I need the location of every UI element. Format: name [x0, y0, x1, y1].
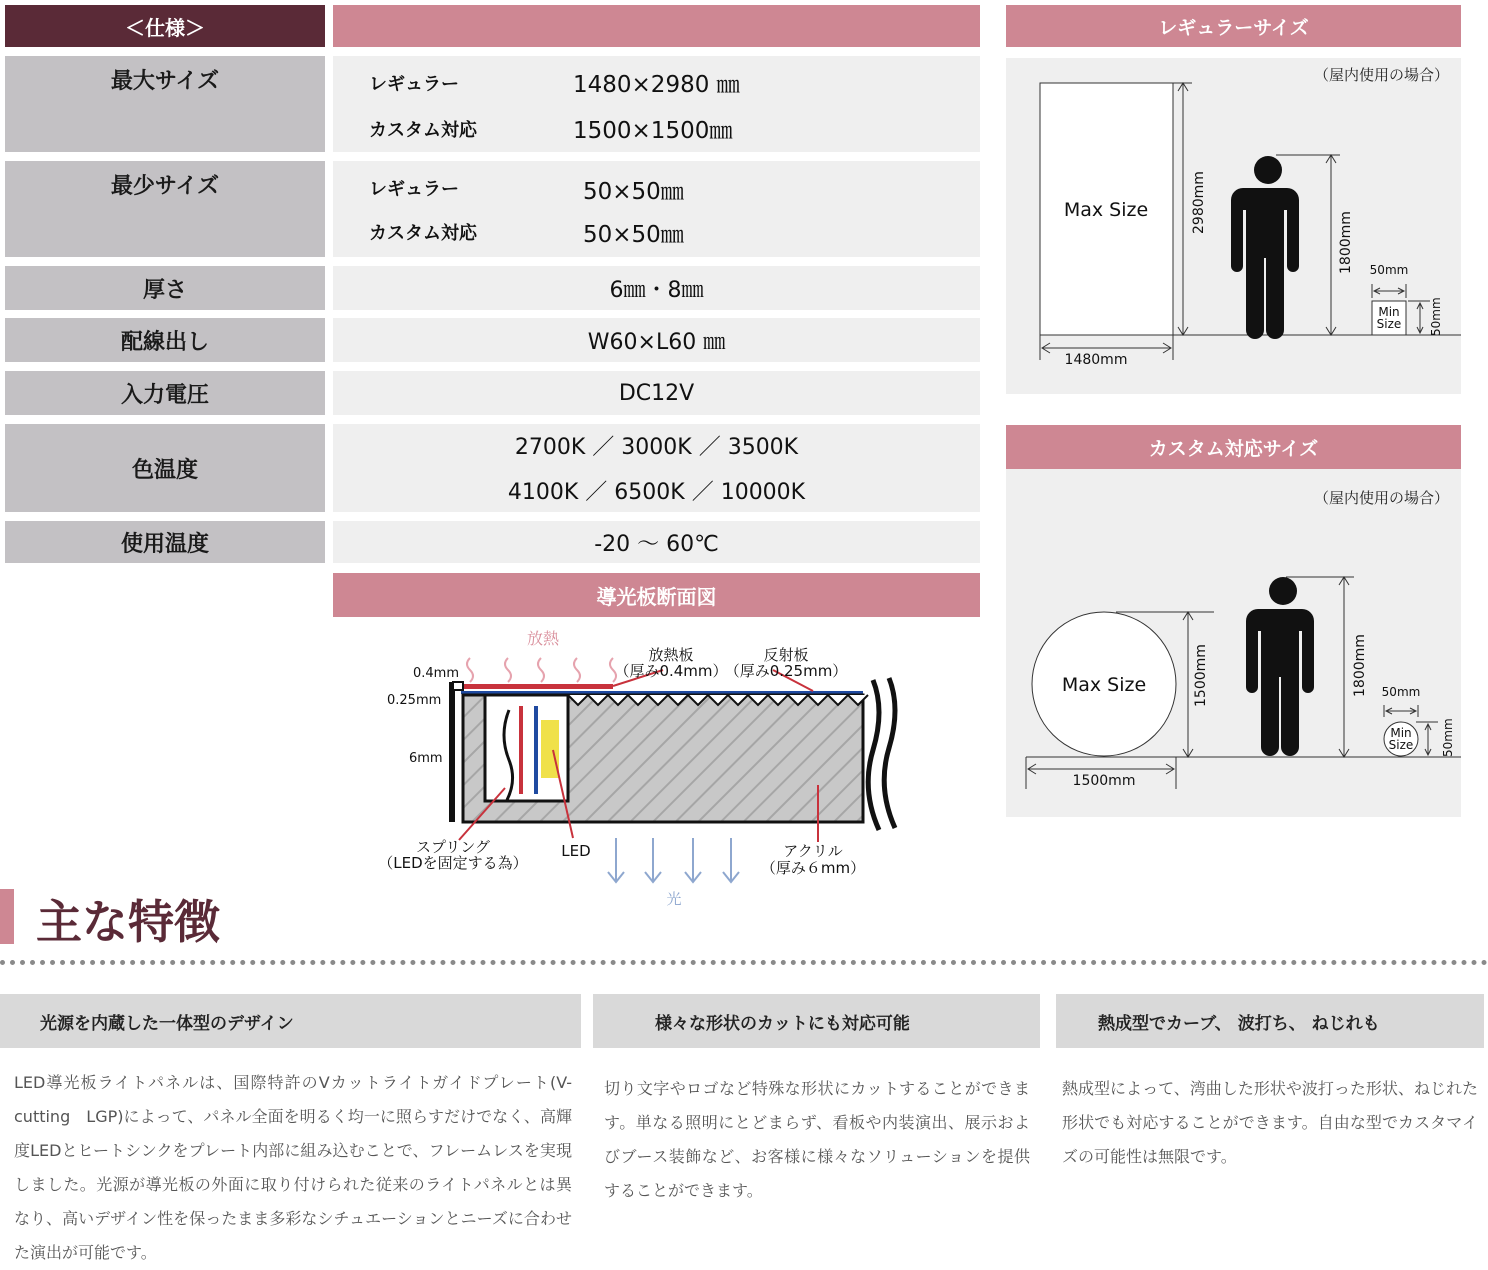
- max-custom-value: 1500×1500㎜: [573, 118, 733, 144]
- features-title: 主な特徴: [36, 895, 220, 949]
- regular-min-l1: Min: [1378, 305, 1400, 319]
- feature-heading-3: 熱成型でカーブ、 波打ち、 ねじれも: [1056, 994, 1484, 1048]
- regular-note: （屋内使用の場合）: [1313, 66, 1449, 84]
- regular-human-height: 1800mm: [1338, 211, 1354, 274]
- custom-note: （屋内使用の場合）: [1313, 489, 1449, 507]
- min-regular-value: 50×50㎜: [583, 179, 684, 205]
- acrylic-thickness: （厚み６mm）: [760, 859, 866, 877]
- light-label: 光: [666, 890, 682, 908]
- acrylic-label: アクリル: [783, 842, 843, 860]
- heat-label: 放熱: [526, 629, 560, 648]
- custom-size-panel: [1006, 469, 1461, 817]
- label-operating-temp: 使用温度: [5, 521, 325, 563]
- label-max-size: 最大サイズ: [5, 56, 325, 152]
- thickness-6: 6mm: [409, 751, 443, 766]
- regular-size-title: レギュラーサイズ: [1006, 5, 1461, 47]
- color-temp-line2: 4100K ／ 6500K ／ 10000K: [507, 480, 806, 505]
- heatsink-plate: [461, 684, 613, 689]
- custom-min-h: 50mm: [1441, 718, 1455, 757]
- reflector-label: 反射板: [763, 646, 809, 664]
- label-wiring: 配線出し: [5, 318, 325, 362]
- max-regular-label: レギュラー: [369, 74, 459, 95]
- regular-min-h: 50mm: [1429, 297, 1443, 336]
- feature-body-2: 切り文字やロゴなど特殊な形状にカットすることができます。単なる照明にとどまらず、看板や内装演出、展示およびブース装飾など、お客様に様々なソリューションを提供することができます。: [604, 1079, 1030, 1200]
- features-accent-bar: [0, 889, 14, 944]
- max-regular-value: 1480×2980 ㎜: [573, 72, 740, 98]
- cross-section-title: 導光板断面図: [333, 573, 980, 617]
- min-custom-label: カスタム対応: [369, 223, 477, 244]
- regular-height: 2980mm: [1191, 171, 1207, 234]
- value-voltage: DC12V: [333, 371, 980, 415]
- heatsink-thickness: （厚み0.4mm）: [614, 662, 728, 680]
- custom-human-icon: [1246, 577, 1314, 756]
- custom-max-label: Max Size: [1061, 674, 1147, 696]
- feature-body-1: LED導光板ライトパネルは、国際特許のVカットライトガイドプレート(V-cutting LGP)によって、パネル全面を明るく均一に照らすだけでなく、高輝度LEDとヒートシンクをプレート内部に組み込むことで、フレームレスを実現しました。光源が導光板の外面に取り付けられた従来のライトパネルとは異なり、高いデザイン性を保ったまま多彩なシチュエーションとニーズに合わせた演出が可能です。: [14, 1073, 572, 1262]
- custom-min-w: 50mm: [1381, 685, 1421, 699]
- spec-header-bar: [333, 5, 980, 47]
- dotted-divider: [0, 960, 1488, 965]
- cross-section-diagram: [333, 620, 980, 910]
- feature-body-3: 熱成型によって、湾曲した形状や波打った形状、ねじれた形状でも対応することができます。自由な型でカスタマイズの可能性は無限です。: [1062, 1079, 1478, 1166]
- custom-width: 1500mm: [1072, 773, 1136, 789]
- custom-min-l1: Min: [1390, 726, 1412, 740]
- regular-size-panel: [1006, 58, 1461, 394]
- value-color-temp: [333, 424, 980, 512]
- custom-human-height: 1800mm: [1352, 634, 1368, 697]
- custom-size-title: カスタム対応サイズ: [1006, 425, 1461, 469]
- spring-note: （LEDを固定する為）: [378, 854, 528, 872]
- regular-max-label: Max Size: [1063, 199, 1149, 221]
- value-thickness: 6㎜・8㎜: [333, 266, 980, 310]
- color-temp-line1: 2700K ／ 3000K ／ 3500K: [514, 435, 799, 460]
- value-operating-temp: -20 〜 60℃: [333, 521, 980, 563]
- heat-waves: [467, 658, 616, 682]
- feature-heading-1: 光源を内蔵した一体型のデザイン: [0, 994, 581, 1048]
- label-thickness: 厚さ: [5, 266, 325, 310]
- thickness-04: 0.4mm: [413, 666, 460, 681]
- heatsink-label: 放熱板: [648, 646, 694, 664]
- label-voltage: 入力電圧: [5, 371, 325, 415]
- feature-heading-2: 様々な形状のカットにも対応可能: [593, 994, 1040, 1048]
- label-min-size: 最少サイズ: [5, 161, 325, 257]
- min-regular-label: レギュラー: [369, 179, 459, 200]
- regular-human-icon: [1231, 156, 1299, 339]
- spring-label: スプリング: [415, 838, 491, 856]
- custom-height: 1500mm: [1193, 644, 1209, 707]
- value-max-size: [333, 56, 980, 152]
- frame-edge: [449, 682, 455, 822]
- min-custom-value: 50×50㎜: [583, 222, 684, 248]
- thickness-025: 0.25mm: [387, 693, 442, 708]
- custom-min-l2: Size: [1388, 738, 1414, 752]
- regular-min-w: 50mm: [1369, 263, 1409, 277]
- spec-header: ＜仕様＞: [5, 5, 325, 47]
- led-label: LED: [561, 842, 591, 860]
- max-custom-label: カスタム対応: [369, 120, 477, 141]
- value-wiring: W60×L60 ㎜: [333, 318, 980, 362]
- label-color-temp: 色温度: [5, 424, 325, 512]
- regular-min-l2: Size: [1376, 317, 1402, 331]
- light-arrows: [608, 838, 739, 882]
- led-chip: [541, 720, 559, 778]
- reflector-thickness: （厚み0.25mm）: [724, 662, 848, 680]
- value-min-size: [333, 161, 980, 257]
- regular-width: 1480mm: [1064, 352, 1128, 368]
